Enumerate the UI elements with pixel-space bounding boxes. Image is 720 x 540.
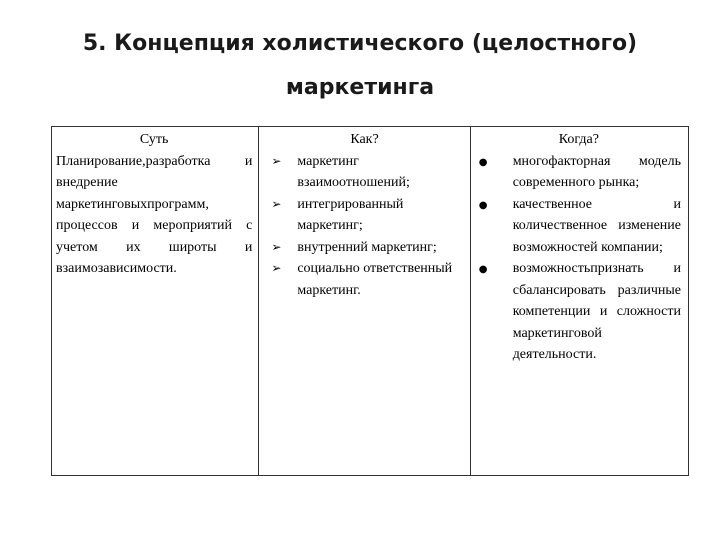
how-list-item [265, 151, 463, 194]
when-list-item [477, 194, 681, 259]
column-header-how: Как? [350, 132, 379, 147]
how-item-text: интегрированный маркетинг; [297, 196, 404, 233]
column-header-when: Когда? [558, 132, 599, 147]
when-list-item [477, 151, 681, 194]
slide-title-line-2: маркетинга [285, 75, 435, 100]
slide-title [0, 22, 720, 110]
arrow-bullet-icon: ➢ [271, 239, 282, 254]
arrow-bullet-icon: ➢ [271, 261, 282, 275]
how-item-text: внутренний маркетинг; [297, 239, 437, 255]
concept-table [51, 126, 689, 476]
column-when [471, 127, 688, 475]
column-essence [52, 127, 259, 475]
arrow-bullet-icon: ➢ [271, 153, 282, 168]
arrow-bullet-icon: ➢ [271, 196, 282, 211]
when-item-text: возможностьпризнать и сбалансировать различные компетенции и сложности маркетинговой деятельности. [512, 261, 681, 362]
how-list-item [265, 194, 463, 237]
when-list-item [477, 258, 681, 366]
how-list-item [265, 258, 463, 301]
how-item-text: маркетинг взаимоотношений; [297, 153, 410, 190]
how-item-text: социально ответственный маркетинг. [297, 261, 453, 298]
column-how [259, 127, 470, 475]
column-header-essence: Суть [139, 132, 169, 147]
how-list-item [265, 237, 463, 259]
dot-bullet-icon: ● [478, 199, 488, 211]
dot-bullet-icon: ● [478, 156, 488, 168]
when-item-text: качественное и количественное изменение возможностей компании; [512, 196, 681, 255]
slide-title-line-1: 5. Концепция холистического (целостного) [82, 31, 638, 56]
when-item-text: многофакторная модель современного рынка; [512, 153, 681, 190]
essence-text: Планирование,разработка и внедрение маркетинговыхпрограмм, процессов и мероприятий с учетом их широты и взаимозависимости. [56, 153, 253, 276]
dot-bullet-icon: ● [478, 264, 488, 275]
